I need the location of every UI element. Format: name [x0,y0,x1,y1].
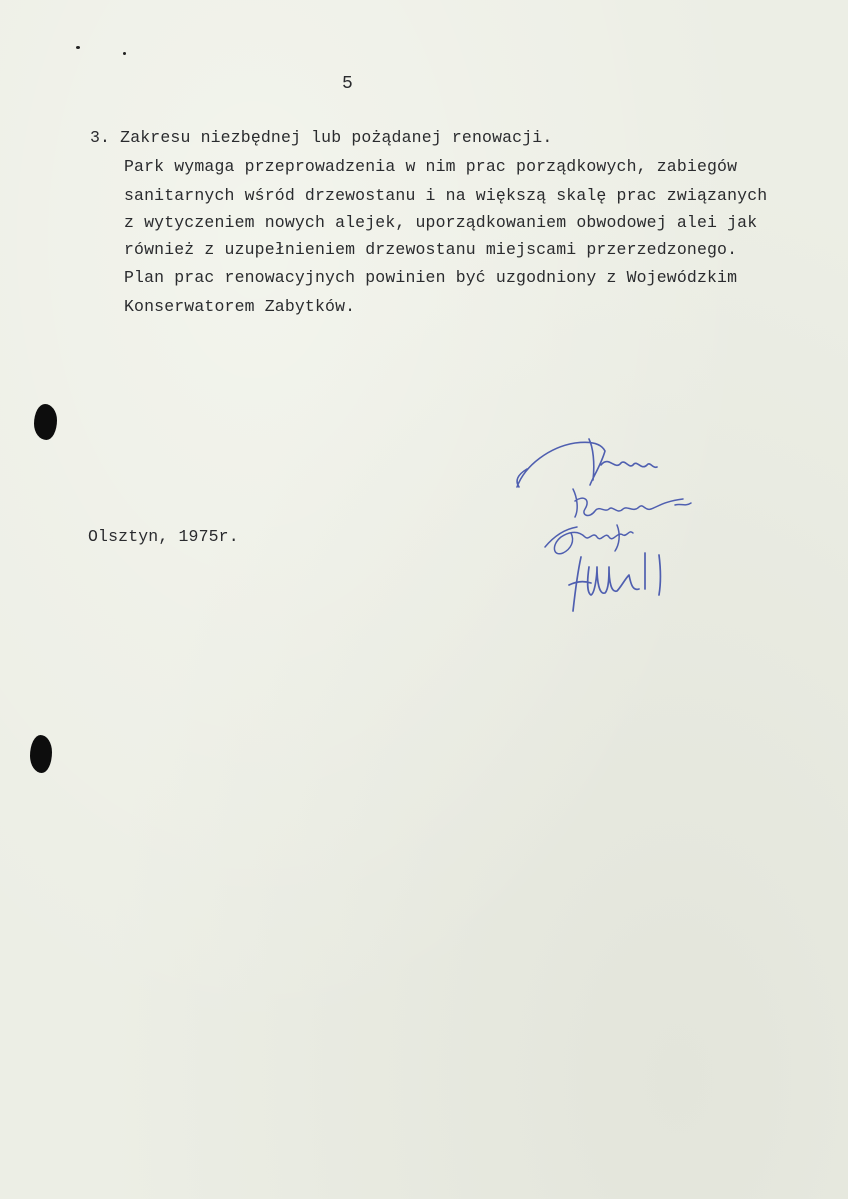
place-date: Olsztyn, 1975r. [88,527,239,546]
paragraph-line: Konserwatorem Zabytków. [124,297,356,316]
signature-2 [573,489,691,517]
signature-4 [569,553,661,611]
punch-hole-top [34,404,57,440]
punch-hole-bottom [30,735,52,773]
page-number: 5 [342,74,353,94]
paper-speck [123,52,126,55]
signature-block [505,425,715,625]
paragraph-line: z wytyczeniem nowych alejek, uporządkowaniem obwodowej alei jak [124,213,758,232]
signature-1 [517,439,657,487]
signature-3 [545,525,633,554]
paragraph-line: Park wymaga przeprowadzenia w nim prac porządkowych, zabiegów [124,157,738,176]
paper-speck [76,46,80,49]
paragraph-line: sanitarnych wśród drzewostanu i na większą skalę prac związanych [124,186,768,205]
paragraph-line: również z uzupełnieniem drzewostanu miejscami przerzedzonego. [124,240,738,259]
section-heading: 3. Zakresu niezbędnej lub pożądanej renowacji. [90,128,553,147]
handwritten-signatures [505,425,715,625]
paragraph-line: Plan prac renowacyjnych powinien być uzgodniony z Wojewódzkim [124,268,738,287]
